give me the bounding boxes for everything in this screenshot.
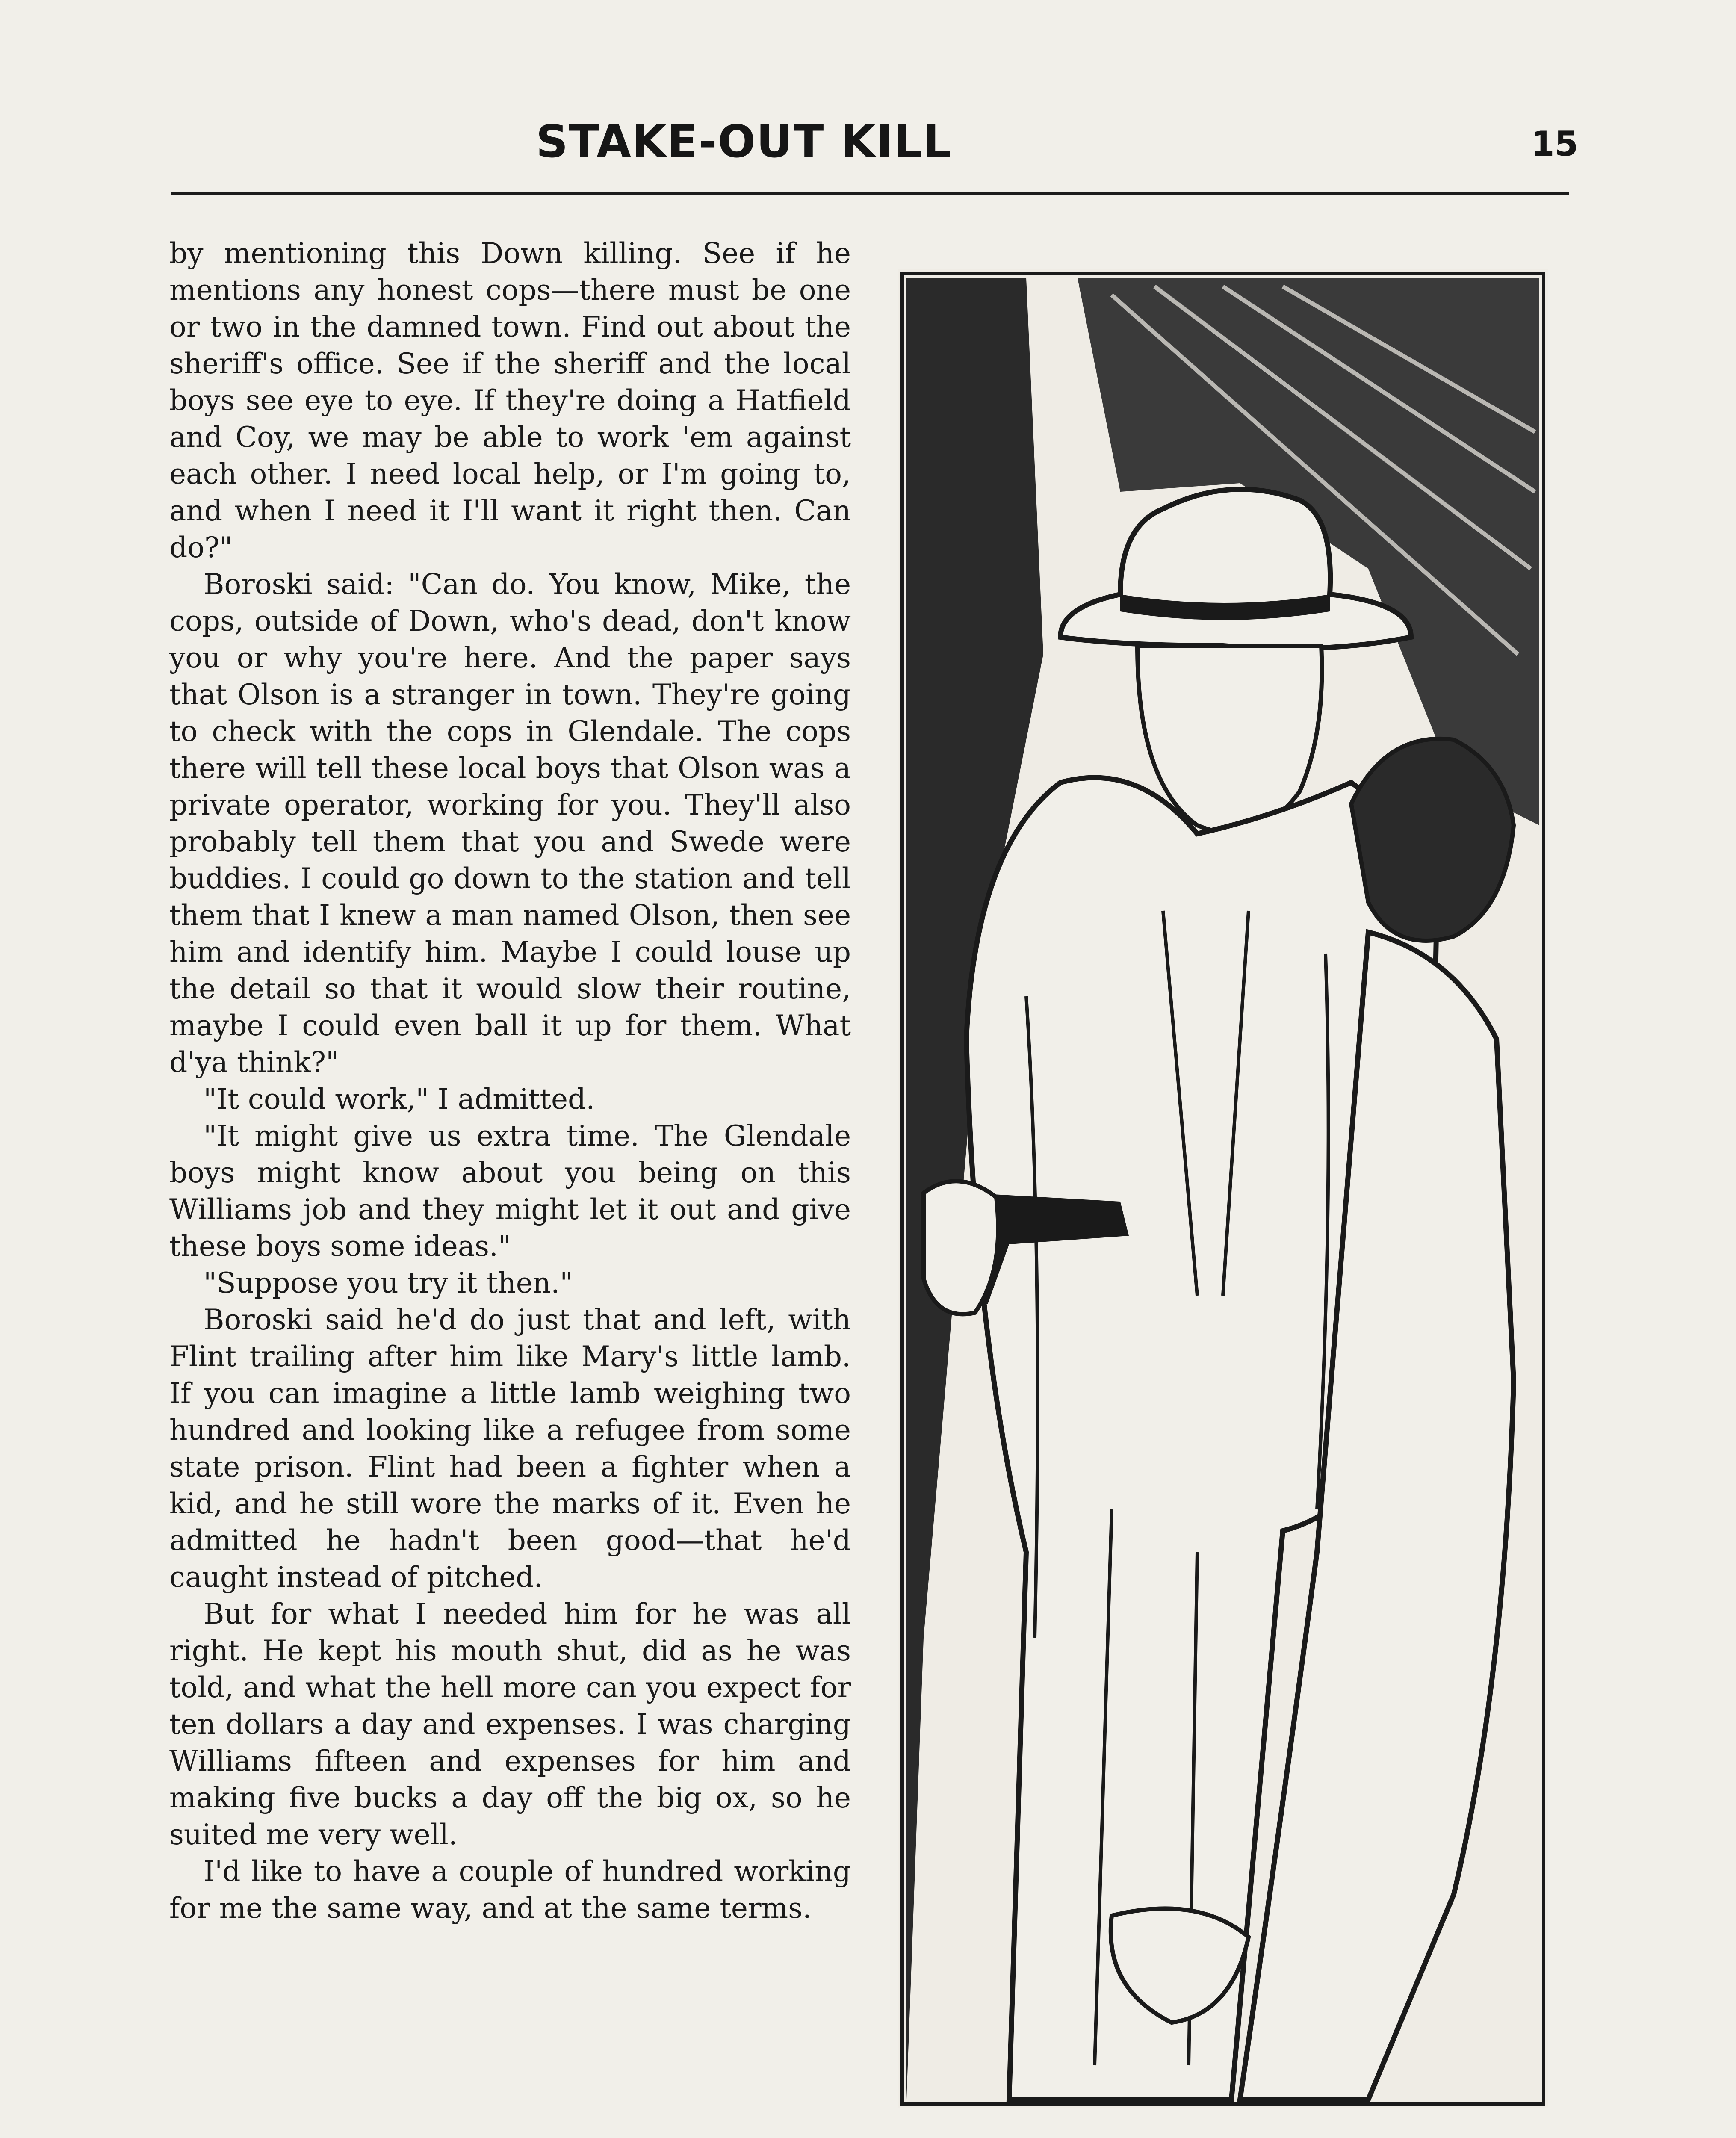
paragraph-7: But for what I needed him for he was all right. He kept his mouth shut, did as he was told, and what the hell more can you expect for ten dollars a day and expenses. I was charging Williams fifteen and expenses for him and making five bucks a day off the big ox, so he suited me very well. <box>169 1598 851 1851</box>
hand <box>924 1181 998 1314</box>
paragraph-3: "It could work," I admitted. <box>204 1083 595 1116</box>
page-title: STAKE-OUT KILL <box>536 115 952 168</box>
header-rule <box>171 192 1569 195</box>
paragraph-4: "It might give us extra time. The Glendale boys might know about you being on this Williams job and they might let it out and give these boys some ideas." <box>169 1119 851 1263</box>
second-man-head <box>1351 739 1514 941</box>
paragraph-8: I'd like to have a couple of hundred working for me the same way, and at the same terms. <box>169 1855 851 1925</box>
illustration <box>898 269 1548 2108</box>
page-number: 15 <box>1531 124 1579 164</box>
paragraph-5: "Suppose you try it then." <box>204 1267 573 1299</box>
paragraph-2: Boroski said: "Can do. You know, Mike, the cops, outside of Down, who's dead, don't know you or why you're here. And the paper says that Olson is a stranger in town. They're going to check with the cops in Glendale. The cops there will tell these local boys that Olson was a private operator, working for you. They'll also probably tell them that you and Swede were buddies. I could go down to the station and tell them that I knew a man named Olson, then see him and identify him. Maybe I could louse up the detail so that it would slow their routine, maybe I could even ball it up for them. What d'ya think?" <box>169 568 851 1079</box>
body-column <box>169 235 851 1927</box>
paragraph-1: by mentioning this Down killing. See if he mentions any honest cops—there must be one or two in the damned town. Find out about the sheriff's office. See if the sheriff and the local boys see eye to eye. If they're doing a Hatfield and Coy, we may be able to work 'em against each other. I need local help, or I'm going to, and when I need it I'll want it right then. Can do?" <box>169 237 851 564</box>
paragraph-6: Boroski said he'd do just that and left, with Flint trailing after him like Mary's little lamb. If you can imagine a little lamb weighing two hundred and looking like a refugee from some state prison. Flint had been a fighter when a kid, and he still wore the marks of it. Even he admitted he hadn't been good—that he'd caught instead of pitched. <box>169 1303 851 1594</box>
